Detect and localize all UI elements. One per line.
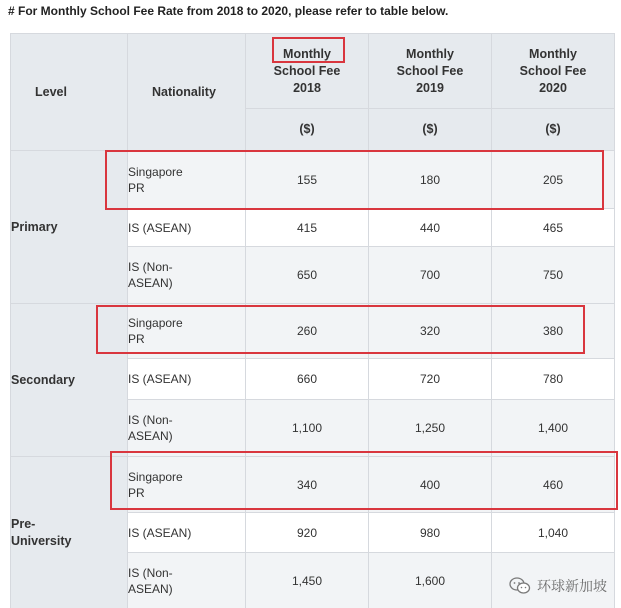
table-row [11, 304, 615, 359]
fee-cell: 320 [369, 304, 492, 359]
header-fee-2019 [369, 34, 492, 109]
level-secondary: Secondary [11, 304, 128, 457]
header-unit-2018: ($) [246, 109, 369, 151]
nationality-line: IS (Non- [128, 260, 173, 274]
nationality-line: IS (ASEAN) [128, 220, 192, 235]
level-primary: Primary [11, 151, 128, 304]
nationality-line: PR [128, 180, 145, 195]
fee-cell: 920 [246, 513, 369, 553]
nationality-line: IS (Non- [128, 413, 173, 427]
fee-cell: 1,250 [369, 400, 492, 457]
fee-cell: 650 [246, 247, 369, 304]
nationality-line: Singapore [128, 316, 183, 330]
fee-cell: 465 [492, 209, 615, 247]
wechat-icon [509, 577, 531, 595]
fee-cell: 1,400 [492, 400, 615, 457]
table-caption: # For Monthly School Fee Rate from 2018 to 2020, please refer to table below. [8, 4, 449, 18]
fee-cell: 1,100 [246, 400, 369, 457]
header-fee-2018-line2: School Fee [273, 63, 341, 78]
header-fee-2020-line3: 2020 [539, 80, 567, 95]
fee-cell: 720 [369, 359, 492, 400]
fee-cell: 440 [369, 209, 492, 247]
level-line: Pre- [11, 516, 36, 531]
header-fee-2020-line2: School Fee [519, 63, 587, 78]
table-row [11, 457, 615, 513]
level-pre-university [11, 457, 128, 608]
nationality-cell [128, 553, 246, 608]
fee-cell: 660 [246, 359, 369, 400]
header-nationality: Nationality [128, 34, 246, 151]
fee-cell: 380 [492, 304, 615, 359]
fee-cell: 1,450 [246, 553, 369, 608]
header-fee-2020 [492, 34, 615, 109]
fee-cell: 205 [492, 151, 615, 209]
level-line: University [11, 533, 72, 548]
fee-cell: 980 [369, 513, 492, 553]
nationality-cell [128, 400, 246, 457]
nationality-line: ASEAN) [128, 276, 173, 290]
fee-cell: 400 [369, 457, 492, 513]
nationality-cell [128, 209, 246, 247]
fee-cell: 780 [492, 359, 615, 400]
watermark [509, 576, 607, 596]
fee-cell: 460 [492, 457, 615, 513]
fee-cell: 155 [246, 151, 369, 209]
header-fee-2019-line2: School Fee [396, 63, 464, 78]
nationality-cell [128, 151, 246, 209]
nationality-line: Singapore [128, 469, 183, 484]
fee-cell: 260 [246, 304, 369, 359]
nationality-line: IS (Non- [128, 565, 173, 580]
header-unit-2019: ($) [369, 109, 492, 151]
nationality-line: PR [128, 485, 145, 500]
nationality-line: Singapore [128, 164, 183, 179]
school-fee-table [10, 33, 615, 608]
nationality-cell [128, 359, 246, 400]
nationality-cell [128, 247, 246, 304]
fee-cell: 750 [492, 247, 615, 304]
nationality-line: PR [128, 332, 145, 346]
nationality-cell [128, 513, 246, 553]
header-fee-2018-line3: 2018 [293, 80, 321, 95]
nationality-cell [128, 457, 246, 513]
header-fee-2020-line1: Monthly [529, 46, 577, 61]
header-fee-2019-line1: Monthly [406, 46, 454, 61]
header-fee-2019-line3: 2019 [416, 80, 444, 95]
fee-cell: 1,600 [369, 553, 492, 608]
nationality-line: ASEAN) [128, 429, 173, 443]
fee-cell: 700 [369, 247, 492, 304]
nationality-line: IS (ASEAN) [128, 525, 192, 540]
header-unit-2020: ($) [492, 109, 615, 151]
fee-cell: 180 [369, 151, 492, 209]
header-level: Level [11, 34, 128, 151]
fee-cell: 1,040 [492, 513, 615, 553]
header-fee-2018 [246, 34, 369, 109]
header-fee-2018-line1: Monthly [283, 46, 331, 61]
nationality-line: ASEAN) [128, 581, 173, 596]
nationality-cell [128, 304, 246, 359]
watermark-text: 环球新加坡 [537, 578, 607, 594]
fee-cell: 340 [246, 457, 369, 513]
nationality-line: IS (ASEAN) [128, 372, 192, 386]
fee-cell: 415 [246, 209, 369, 247]
table-row [11, 151, 615, 209]
